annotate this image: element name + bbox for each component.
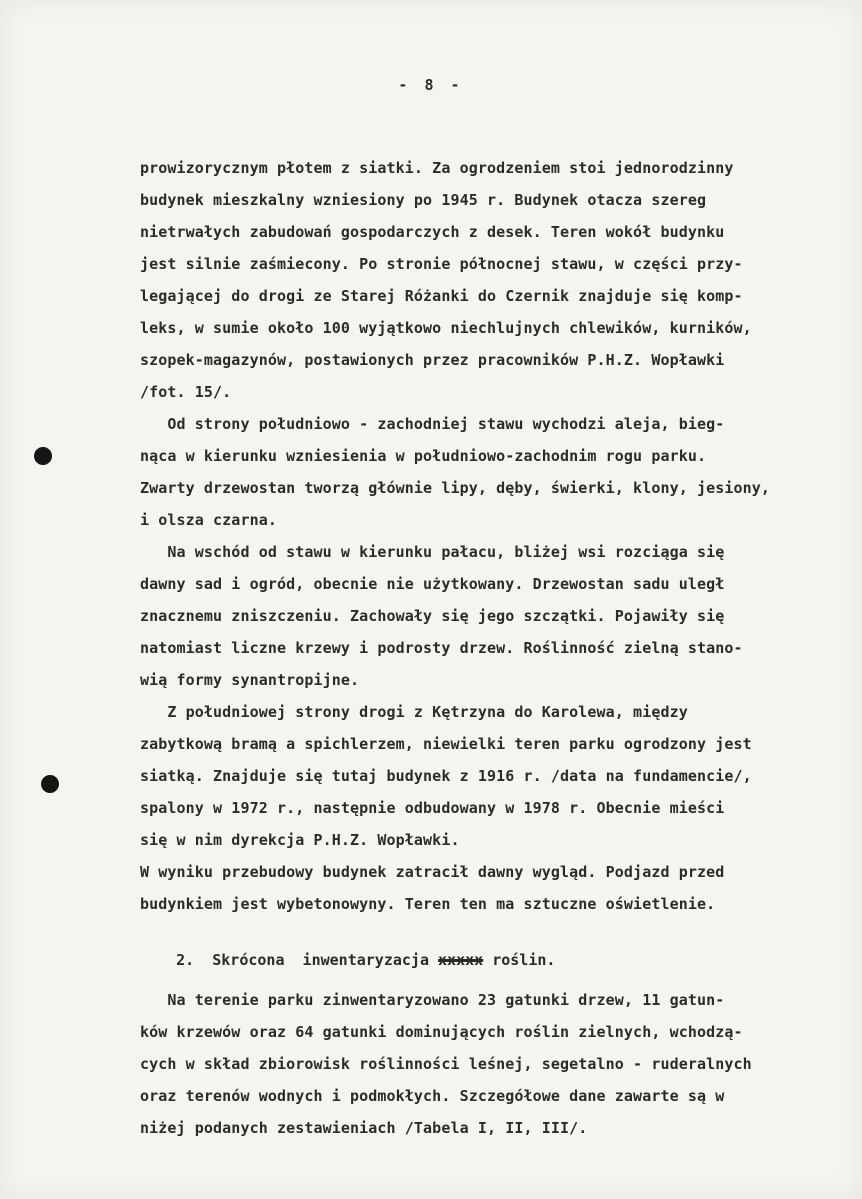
text-line: Zwarty drzewostan tworzą głównie lipy, dęby, świerki, klony, jesiony, xyxy=(140,479,771,497)
text-line: W wyniku przebudowy budynek zatracił dawny wygląd. Podjazd przed xyxy=(140,863,725,881)
text-line: szopek-magazynów, postawionych przez pracowników P.H.Z. Wopławki xyxy=(140,351,725,369)
text-line: Od strony południowo - zachodniej stawu wychodzi aleja, bieg- xyxy=(140,415,725,433)
section-title-start: Skrócona inwentaryzacja xyxy=(212,951,429,969)
text-line: Z południowej strony drogi z Kętrzyna do Karolewa, między xyxy=(140,703,688,721)
text-line: ków krzewów oraz 64 gatunki dominujących roślin zielnych, wchodzą- xyxy=(140,1023,743,1041)
text-line: zabytkową bramą a spichlerzem, niewielki teren parku ogrodzony jest xyxy=(140,735,752,753)
text-line: niżej podanych zestawieniach /Tabela I, II, III/. xyxy=(140,1119,588,1137)
text-line: jest silnie zaśmiecony. Po stronie północnej stawu, w części przy- xyxy=(140,255,743,273)
text-line: spalony w 1972 r., następnie odbudowany w 1978 r. Obecnie mieści xyxy=(140,799,725,817)
section-heading xyxy=(140,930,555,990)
text-line: legającej do drogi ze Starej Różanki do Czernik znajduje się komp- xyxy=(140,287,743,305)
text-line: dawny sad i ogród, obecnie nie użytkowany. Drzewostan sadu uległ xyxy=(140,575,725,593)
text-line: budynkiem jest wybetonowyny. Teren ten ma sztuczne oświetlenie. xyxy=(140,895,716,913)
binder-hole-bottom xyxy=(41,775,59,793)
page-number: - 8 - xyxy=(398,76,464,94)
text-line: wią formy synantropijne. xyxy=(140,671,360,689)
text-line: Na wschód od stawu w kierunku pałacu, bliżej wsi rozciąga się xyxy=(140,543,725,561)
section-title-end: roślin. xyxy=(492,951,556,969)
text-line: się w nim dyrekcja P.H.Z. Wopławki. xyxy=(140,831,460,849)
text-line: Na terenie parku zinwentaryzowano 23 gatunki drzew, 11 gatun- xyxy=(140,991,725,1009)
text-line: cych w skład zbiorowisk roślinności leśnej, segetalno - ruderalnych xyxy=(140,1055,752,1073)
text-line: oraz terenów wodnych i podmokłych. Szczegółowe dane zawarte są w xyxy=(140,1087,725,1105)
text-line: natomiast liczne krzewy i podrosty drzew. Roślinność zielną stano- xyxy=(140,639,743,657)
text-line: nąca w kierunku wzniesienia w południowo-zachodnim rogu parku. xyxy=(140,447,707,465)
text-line: i olsza czarna. xyxy=(140,511,277,529)
text-line: budynek mieszkalny wzniesiony po 1945 r. Budynek otacza szereg xyxy=(140,191,707,209)
text-line: znacznemu zniszczeniu. Zachowały się jego szczątki. Pojawiły się xyxy=(140,607,725,625)
text-line: leks, w sumie około 100 wyjątkowo niechlujnych chlewików, kurników, xyxy=(140,319,752,337)
text-line: nietrwałych zabudowań gospodarczych z desek. Teren wokół budynku xyxy=(140,223,725,241)
text-line: siatką. Znajduje się tutaj budynek z 1916 r. /data na fundamencie/, xyxy=(140,767,752,785)
binder-hole-top xyxy=(34,447,52,465)
struck-out-word: xxxxx xyxy=(438,951,484,969)
text-line: /fot. 15/. xyxy=(140,383,232,401)
text-line: prowizorycznym płotem z siatki. Za ogrodzeniem stoi jednorodzinny xyxy=(140,159,734,177)
section-number: 2. xyxy=(176,951,195,969)
